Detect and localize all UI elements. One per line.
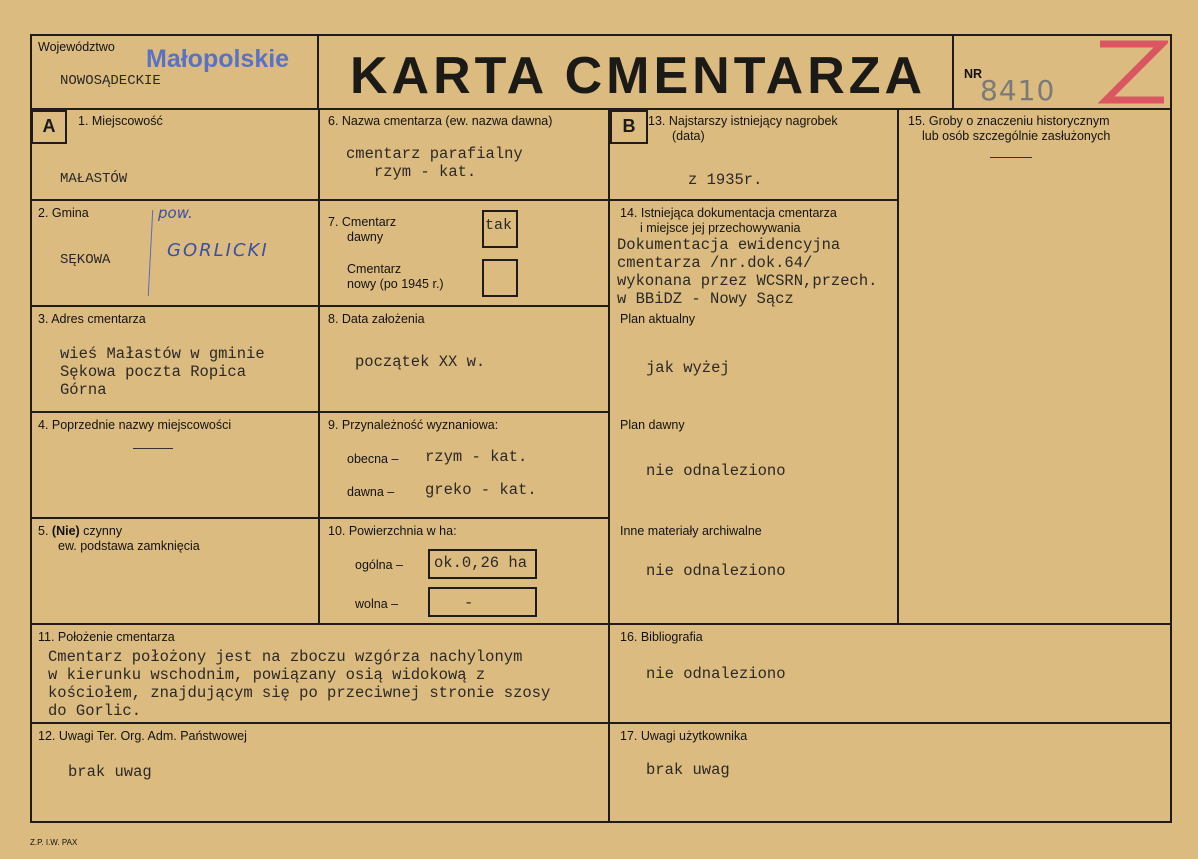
plan-aktualny-label: Plan aktualny: [620, 312, 696, 326]
f9-dawna-label: dawna –: [347, 485, 395, 499]
plan-dawny-value: nie odnaleziono: [646, 462, 786, 480]
f7-label-1: 7. Cmentarz: [328, 215, 397, 229]
rule-col1-r3: [30, 411, 610, 413]
f8-label: 8. Data założenia: [328, 312, 425, 326]
red-z-glyph: [1096, 38, 1168, 108]
rule-left: [30, 34, 32, 823]
rule-col1-r2: [30, 305, 610, 307]
f7-label-2: dawny: [347, 230, 384, 244]
rule-col-2-3: [608, 108, 610, 823]
f14-label-1: 14. Istniejąca dokumentacja cmentarza: [620, 206, 837, 220]
f5-label-suffix: czynny: [79, 524, 123, 538]
rule-col1-r4: [30, 517, 610, 519]
section-b-box: B: [610, 110, 648, 144]
f10-wolna-box: [428, 587, 537, 617]
f15-label-2: lub osób szczególnie zasłużonych: [922, 129, 1111, 143]
rule-col1-r1: [30, 199, 610, 201]
f2-hand-county: GORLICKI: [167, 240, 269, 261]
card-title: KARTA CMENTARZA: [350, 47, 927, 105]
f2-value: SĘKOWA: [60, 252, 111, 268]
inne-label: Inne materiały archiwalne: [620, 524, 762, 538]
f13-value: z 1935r.: [688, 171, 763, 189]
plan-dawny-label: Plan dawny: [620, 418, 685, 432]
f12-value: brak uwag: [68, 763, 152, 781]
f10-ogolna-label: ogólna –: [355, 558, 403, 572]
rule-header-bottom: [30, 108, 1172, 110]
f11-label: 11. Położenie cmentarza: [38, 630, 175, 644]
section-a-box: A: [31, 110, 67, 144]
plan-aktualny-value: jak wyżej: [646, 359, 730, 377]
rule-col-3-4: [897, 108, 899, 625]
f10-ogolna-value: ok.0,26 ha: [434, 554, 528, 572]
f3-label: 3. Adres cmentarza: [38, 312, 146, 326]
f3-value: wieś Małastów w gminie Sękowa poczta Ropica Górna: [60, 345, 265, 399]
red-z-stamp: [1096, 38, 1168, 108]
f9-dawna-value: greko - kat.: [425, 481, 537, 499]
f15-label-1: 15. Groby o znaczeniu historycznym: [908, 114, 1110, 128]
f2-pen-bracket: [148, 210, 162, 296]
f6-value: cmentarz parafialny rzym - kat.: [346, 145, 523, 181]
wojewodztwo-stamp: Małopolskie: [146, 45, 290, 73]
f14-value: Dokumentacja ewidencyjna cmentarza /nr.dok.64/ wykonana przez WCSRN,przech. w BBiDZ - Nowy Sącz: [617, 236, 878, 308]
f10-wolna-value: -: [464, 594, 474, 612]
f10-label: 10. Powierzchnia w ha:: [328, 524, 457, 538]
f5-label-prefix: 5.: [38, 524, 52, 538]
f7-dawny-value: tak: [485, 217, 513, 234]
f16-label: 16. Bibliografia: [620, 630, 703, 644]
f5-label-struck: (Nie): [51, 524, 80, 538]
f12-label: 12. Uwagi Ter. Org. Adm. Państwowej: [38, 729, 247, 743]
wojewodztwo-typed: NOWOSĄDECKIE: [60, 73, 161, 89]
rule-col3-r1: [610, 199, 898, 201]
f11-value: Cmentarz położony jest na zboczu wzgórza nachylonym w kierunku wschodnim, powiązany osią widokową z kościołem, znajdującym się po przeciwnej stronie szosy do Gorlic.: [48, 648, 551, 720]
inne-value: nie odnaleziono: [646, 562, 786, 580]
f13-label-1: 13. Najstarszy istniejący nagrobek: [648, 114, 838, 128]
f7-label-3: Cmentarz: [347, 262, 402, 276]
rule-mid: [30, 623, 1172, 625]
rule-col-1-2: [318, 108, 320, 625]
f13-label-2: (data): [672, 129, 705, 143]
f15-dash: [990, 157, 1032, 158]
f17-label: 17. Uwagi użytkownika: [620, 729, 748, 743]
f9-obecna-label: obecna –: [347, 452, 399, 466]
f14-label-2: i miejsce jej przechowywania: [640, 221, 801, 235]
rule-bottom: [30, 821, 1172, 823]
f10-wolna-label: wolna –: [355, 597, 399, 611]
rule-top: [30, 34, 1172, 36]
f6-label: 6. Nazwa cmentarza (ew. nazwa dawna): [328, 114, 553, 128]
f7-label-4: nowy (po 1945 r.): [347, 277, 444, 291]
nr-value: 8410: [980, 74, 1056, 107]
f8-value: początek XX w.: [355, 353, 486, 371]
f16-value: nie odnaleziono: [646, 665, 786, 683]
f7-nowy-checkbox: [482, 259, 518, 297]
wojewodztwo-label: Województwo: [38, 40, 115, 54]
f9-obecna-value: rzym - kat.: [425, 448, 528, 466]
f1-value: MAŁASTÓW: [60, 171, 128, 187]
f5-label-line2: ew. podstawa zamknięcia: [58, 539, 200, 553]
f2-hand-pow: pow.: [158, 204, 193, 222]
f4-dash: [133, 448, 173, 449]
f17-value: brak uwag: [646, 761, 730, 779]
f1-label: 1. Miejscowość: [78, 114, 163, 128]
f9-label: 9. Przynależność wyznaniowa:: [328, 418, 499, 432]
nr-label: NR: [964, 67, 983, 81]
rule-right: [1170, 34, 1172, 823]
rule-header-2: [952, 34, 954, 110]
rule-lower: [30, 722, 1172, 724]
f2-label: 2. Gmina: [38, 206, 89, 220]
f4-label: 4. Poprzednie nazwy miejscowości: [38, 418, 232, 432]
printer-imprint: Z.P. I.W. PAX: [30, 838, 78, 847]
f5-label: [38, 524, 122, 539]
rule-header-1: [317, 34, 319, 110]
